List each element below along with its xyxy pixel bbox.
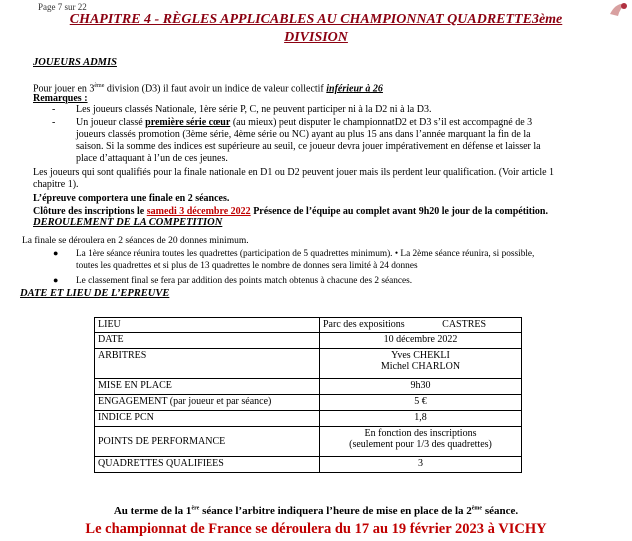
dash-bullet-icon: - bbox=[52, 104, 56, 115]
row-value-mise-en-place: 9h30 bbox=[320, 379, 522, 395]
table-row bbox=[95, 349, 522, 379]
bullet-2: Le classement final se fera par addition des points match obtenus à chacune des 2 séances. bbox=[76, 276, 413, 286]
row-label-mise-en-place: MISE EN PLACE bbox=[95, 379, 320, 395]
remarks-label: Remarques : bbox=[33, 93, 88, 104]
dash-bullet-icon: - bbox=[52, 117, 56, 128]
footer-note: Au terme de la 1ère séance l’arbitre indiquera l’heure de mise en place de la 2ème séance. bbox=[113, 505, 519, 517]
qualified-line2: chapitre 1). bbox=[33, 179, 79, 190]
qualified-line1: Les joueurs qui sont qualifiés pour la finale nationale en D1 ou D2 peuvent jouer mais ils perdent leur qualification. (Voir article 1 bbox=[33, 167, 555, 178]
bullet-1-line2: toutes les quadrettes et si plus de 13 quadrettes le nombre de donnes sera limité à 24 donnes bbox=[76, 261, 418, 271]
row-value-lieu: Parc des expositions CASTRES bbox=[320, 318, 522, 333]
epreuve-line: L’épreuve comportera une finale en 2 séances. bbox=[33, 193, 230, 204]
table-row bbox=[95, 379, 522, 395]
bullet-1-line1: La 1ère séance réunira toutes les quadrettes (participation de 5 quadrettes minimum). • La 2ème séance réunira, si possible, bbox=[76, 249, 535, 259]
intro-line: Pour jouer en 3ème division (D3) il faut avoir un indice de valeur collectif inférieur à 26 bbox=[33, 83, 383, 95]
row-value-quadrettes: 3 bbox=[320, 457, 522, 473]
table-row bbox=[95, 427, 522, 457]
chapter-title: CHAPITRE 4 - RÈGLES APPLICABLES AU CHAMPIONNAT QUADRETTE3ème bbox=[69, 12, 563, 27]
row-label-engagement: ENGAGEMENT (par joueur et par séance) bbox=[95, 395, 320, 411]
row-label-lieu: LIEU bbox=[95, 318, 320, 333]
remark-1: Les joueurs classés Nationale, 1ère série P, C, ne peuvent participer ni à la D2 ni à la D3. bbox=[76, 104, 432, 115]
remark-2-line3: saison. Si la somme des indices est supérieure au seuil, ce joueur devra jouer impérativement en défense et laisser la bbox=[76, 141, 541, 152]
bullet-icon: ● bbox=[53, 275, 59, 285]
section-date-lieu-heading: DATE ET LIEU DE L’EPREUVE bbox=[20, 288, 170, 299]
info-table bbox=[94, 317, 522, 473]
deroulement-line: La finale se déroulera en 2 séances de 20 donnes minimum. bbox=[22, 236, 249, 246]
remark-2-line4: place d’attaquant à l’un de ces jeunes. bbox=[76, 153, 228, 164]
section-joueurs-heading: JOUEURS ADMIS bbox=[33, 57, 117, 68]
championship-announcement: Le championnat de France se déroulera du 17 au 19 février 2023 à VICHY bbox=[85, 521, 547, 537]
row-label-arbitres: ARBITRES bbox=[95, 349, 320, 379]
page-number: Page 7 sur 22 bbox=[38, 2, 87, 12]
row-value-indice: 1,8 bbox=[320, 411, 522, 427]
row-label-performance: POINTS DE PERFORMANCE bbox=[95, 427, 320, 457]
remark-2-line2: joueurs classés promotion (3ème série, 4ème série ou NC) ayant au plus 15 ans dans l’année marquant la fin de la bbox=[76, 129, 531, 140]
table-row bbox=[95, 318, 522, 333]
row-value-performance: En fonction des inscriptions (seulement pour 1/3 des quadrettes) bbox=[320, 427, 522, 457]
row-value-date: 10 décembre 2022 bbox=[320, 333, 522, 349]
chapter-title-line2: DIVISION bbox=[284, 30, 348, 45]
section-deroulement-heading: DEROULEMENT DE LA COMPETITION bbox=[33, 217, 223, 228]
row-label-date: DATE bbox=[95, 333, 320, 349]
table-row bbox=[95, 457, 522, 473]
row-value-arbitres: Yves CHEKLI Michel CHARLON bbox=[320, 349, 522, 379]
row-label-quadrettes: QUADRETTES QUALIFIEES bbox=[95, 457, 320, 473]
remark-2-line1: Un joueur classé première série cœur (au mieux) peut disputer le championnatD2 et D3 s’il est accompagné de 3 bbox=[76, 117, 533, 128]
table-row bbox=[95, 333, 522, 349]
table-row bbox=[95, 395, 522, 411]
row-value-engagement: 5 € bbox=[320, 395, 522, 411]
table-row bbox=[95, 411, 522, 427]
cloture-line: Clôture des inscriptions le samedi 3 décembre 2022 Présence de l’équipe au complet avant 9h20 le jour de la compétition. bbox=[33, 206, 548, 217]
row-label-indice: INDICE PCN bbox=[95, 411, 320, 427]
bullet-icon: ● bbox=[53, 248, 59, 258]
